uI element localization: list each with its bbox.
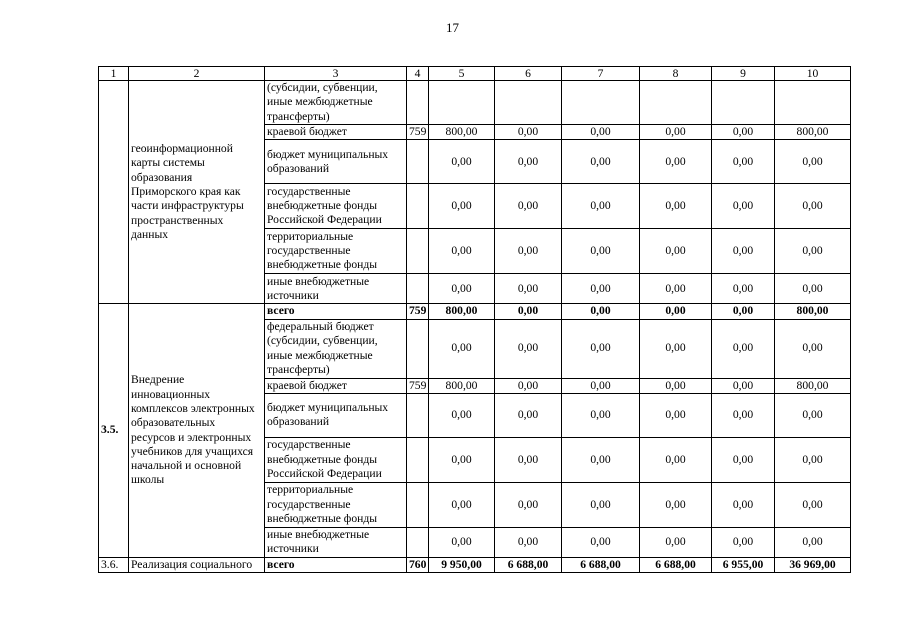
funding-source-cell: бюджет муниципальных образований (265, 393, 407, 437)
value-cell (495, 81, 562, 125)
value-cell: 0,00 (562, 229, 640, 274)
item-number-cell: 3.5. (99, 304, 129, 558)
funding-source-cell: всего (265, 304, 407, 319)
funding-source-cell: государственные внебюджетные фонды Российской Федерации (265, 437, 407, 482)
value-cell: 0,00 (429, 527, 495, 557)
value-cell: 0,00 (712, 140, 775, 184)
item-title-line: геоинформационной (131, 142, 233, 156)
value-cell: 0,00 (562, 140, 640, 184)
value-cell: 0,00 (640, 304, 712, 319)
value-cell: 0,00 (712, 304, 775, 319)
value-cell: 6 688,00 (495, 557, 562, 572)
value-cell: 6 955,00 (712, 557, 775, 572)
item-title-cell: Внедрение инновационных комплексов электронных образовательных ресурсов и электронных учебников для учащихся начальной и основной школы (129, 304, 265, 558)
code-cell: 759 (407, 378, 429, 393)
value-cell: 0,00 (429, 437, 495, 482)
value-cell: 0,00 (562, 319, 640, 378)
code-cell (407, 274, 429, 304)
value-cell: 0,00 (495, 229, 562, 274)
value-cell: 0,00 (429, 482, 495, 527)
page-number: 17 (446, 20, 459, 35)
code-cell: 760 (407, 557, 429, 572)
value-cell: 0,00 (640, 482, 712, 527)
funding-source-cell: территориальные государственные внебюджетные фонды (265, 229, 407, 274)
value-cell: 800,00 (775, 125, 851, 140)
code-cell (407, 229, 429, 274)
value-cell: 800,00 (775, 378, 851, 393)
item-number-cell: 3.6. (99, 557, 129, 572)
value-cell: 0,00 (775, 140, 851, 184)
item-title-line: части инфраструктуры (131, 199, 244, 213)
header-cell: 10 (775, 67, 851, 81)
value-cell: 0,00 (429, 274, 495, 304)
value-cell: 0,00 (562, 274, 640, 304)
item-title-cell: Реализация социального (129, 557, 265, 572)
funding-source-cell: иные внебюджетные источники (265, 274, 407, 304)
item-title-line: карты системы (131, 156, 205, 170)
value-cell: 0,00 (495, 125, 562, 140)
value-cell: 0,00 (495, 378, 562, 393)
value-cell: 0,00 (712, 319, 775, 378)
funding-source-cell: государственные внебюджетные фонды Российской Федерации (265, 184, 407, 229)
value-cell: 0,00 (712, 184, 775, 229)
header-cell: 6 (495, 67, 562, 81)
code-cell (407, 437, 429, 482)
funding-source-cell: иные внебюджетные источники (265, 527, 407, 557)
code-cell (407, 319, 429, 378)
value-cell: 0,00 (562, 393, 640, 437)
header-cell: 4 (407, 67, 429, 81)
value-cell: 0,00 (640, 319, 712, 378)
header-cell: 5 (429, 67, 495, 81)
header-cell: 9 (712, 67, 775, 81)
header-cell: 3 (265, 67, 407, 81)
value-cell: 0,00 (775, 319, 851, 378)
code-cell (407, 184, 429, 229)
value-cell: 0,00 (429, 393, 495, 437)
value-cell: 0,00 (495, 140, 562, 184)
value-cell: 0,00 (712, 378, 775, 393)
value-cell: 0,00 (562, 304, 640, 319)
value-cell: 0,00 (429, 229, 495, 274)
value-cell (712, 81, 775, 125)
value-cell: 0,00 (562, 378, 640, 393)
budget-table (98, 66, 851, 573)
value-cell: 0,00 (640, 393, 712, 437)
value-cell: 0,00 (775, 527, 851, 557)
funding-source-cell: (субсидии, субвенции, иные межбюджетные трансферты) (265, 81, 407, 125)
value-cell: 0,00 (640, 229, 712, 274)
value-cell: 0,00 (495, 527, 562, 557)
value-cell: 0,00 (712, 125, 775, 140)
value-cell: 0,00 (429, 140, 495, 184)
value-cell: 0,00 (775, 229, 851, 274)
value-cell: 0,00 (495, 304, 562, 319)
value-cell: 0,00 (712, 527, 775, 557)
item-title-line: Приморского края как (131, 185, 241, 198)
funding-source-cell: бюджет муниципальных образований (265, 140, 407, 184)
value-cell: 9 950,00 (429, 557, 495, 572)
item-title-line: образования (131, 170, 193, 184)
value-cell: 36 969,00 (775, 557, 851, 572)
funding-source-cell: территориальные государственные внебюджетные фонды (265, 482, 407, 527)
code-cell (407, 393, 429, 437)
value-cell: 0,00 (562, 527, 640, 557)
value-cell: 0,00 (640, 274, 712, 304)
value-cell: 0,00 (640, 378, 712, 393)
funding-source-cell: всего (265, 557, 407, 572)
value-cell: 0,00 (712, 437, 775, 482)
value-cell: 0,00 (495, 482, 562, 527)
value-cell: 0,00 (712, 393, 775, 437)
value-cell: 0,00 (495, 184, 562, 229)
value-cell: 0,00 (712, 274, 775, 304)
value-cell: 0,00 (562, 482, 640, 527)
code-cell (407, 482, 429, 527)
value-cell: 800,00 (429, 304, 495, 319)
value-cell: 800,00 (429, 378, 495, 393)
code-cell (407, 140, 429, 184)
funding-source-cell: краевой бюджет (265, 125, 407, 140)
item-number-cell (99, 81, 129, 304)
header-cell: 1 (99, 67, 129, 81)
table-header-row (99, 67, 851, 81)
table-row (99, 81, 851, 125)
value-cell: 0,00 (495, 319, 562, 378)
value-cell: 0,00 (712, 482, 775, 527)
item-title-cell (129, 81, 265, 304)
item-title-line: данных (131, 227, 169, 241)
value-cell: 800,00 (775, 304, 851, 319)
value-cell: 0,00 (495, 437, 562, 482)
value-cell: 0,00 (775, 437, 851, 482)
value-cell (429, 81, 495, 125)
code-cell: 759 (407, 304, 429, 319)
value-cell: 0,00 (640, 437, 712, 482)
value-cell: 0,00 (640, 125, 712, 140)
table-row (99, 304, 851, 319)
value-cell: 0,00 (640, 140, 712, 184)
value-cell: 800,00 (429, 125, 495, 140)
value-cell: 0,00 (640, 527, 712, 557)
item-title-line: пространственных (131, 213, 224, 227)
value-cell: 0,00 (562, 437, 640, 482)
value-cell (775, 81, 851, 125)
value-cell: 0,00 (775, 184, 851, 229)
value-cell: 0,00 (775, 274, 851, 304)
value-cell: 0,00 (562, 184, 640, 229)
code-cell (407, 527, 429, 557)
value-cell (562, 81, 640, 125)
value-cell: 0,00 (775, 393, 851, 437)
value-cell: 6 688,00 (562, 557, 640, 572)
value-cell: 0,00 (562, 125, 640, 140)
value-cell: 0,00 (495, 274, 562, 304)
value-cell: 0,00 (495, 393, 562, 437)
value-cell (640, 81, 712, 125)
value-cell: 6 688,00 (640, 557, 712, 572)
code-cell (407, 81, 429, 125)
value-cell: 0,00 (640, 184, 712, 229)
header-cell: 8 (640, 67, 712, 81)
value-cell: 0,00 (429, 184, 495, 229)
value-cell: 0,00 (712, 229, 775, 274)
header-cell: 7 (562, 67, 640, 81)
funding-source-cell: федеральный бюджет (субсидии, субвенции, иные межбюджетные трансферты) (265, 319, 407, 378)
table-row (99, 557, 851, 572)
header-cell: 2 (129, 67, 265, 81)
value-cell: 0,00 (429, 319, 495, 378)
code-cell: 759 (407, 125, 429, 140)
value-cell: 0,00 (775, 482, 851, 527)
funding-source-cell: краевой бюджет (265, 378, 407, 393)
